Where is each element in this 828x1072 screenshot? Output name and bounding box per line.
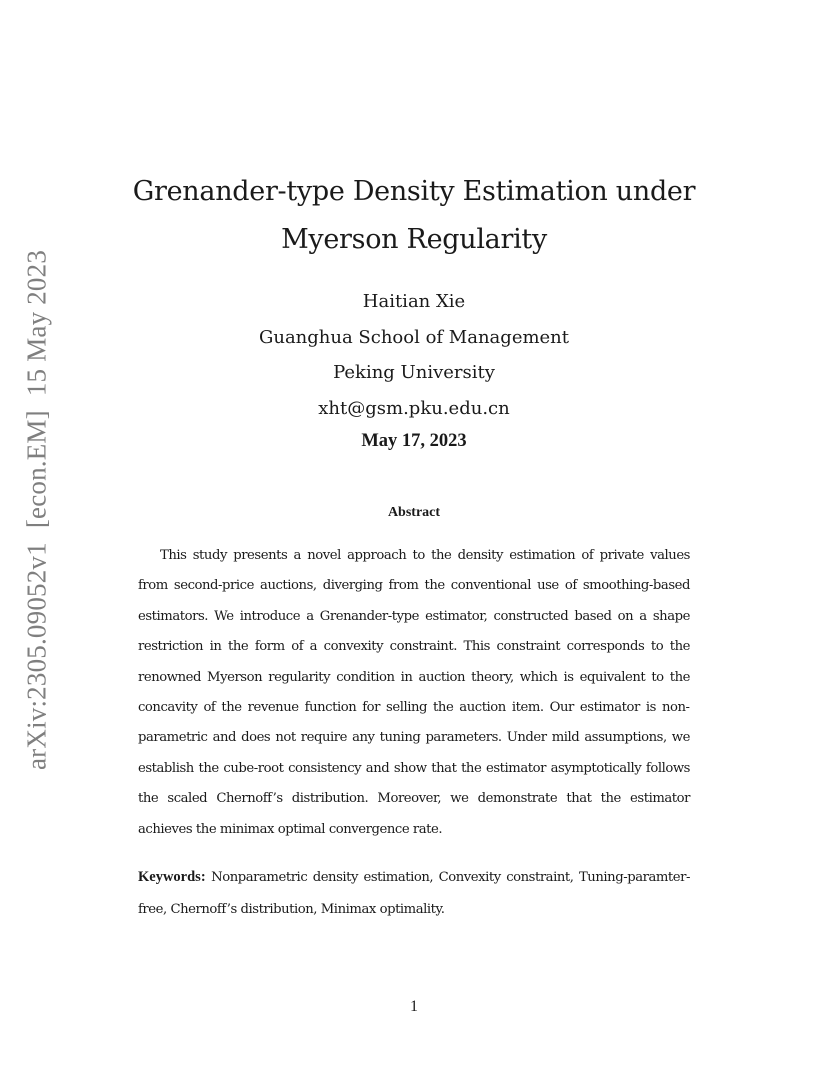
paper-title: [100, 168, 728, 264]
author-block: [100, 284, 728, 426]
author-affiliation-university: Peking University: [333, 362, 495, 383]
arxiv-watermark: [21, 249, 53, 777]
arxiv-id: arXiv:2305.09052v1: [21, 542, 52, 770]
title-line-1: Grenander-type Density Estimation under: [132, 176, 696, 207]
arxiv-date: 15 May 2023: [21, 249, 52, 397]
title-line-2: Myerson Regularity: [281, 224, 547, 255]
paper-date: May 17, 2023: [361, 431, 467, 451]
keywords-text: Nonparametric density estimation, Convexity constraint, Tuning-paramter-free, Chernoff’s distribution, Minimax optimality.: [138, 870, 690, 917]
author-email: xht@gsm.pku.edu.cn: [318, 397, 510, 419]
keywords-label: Keywords:: [138, 869, 206, 885]
author-name: Haitian Xie: [362, 291, 466, 312]
abstract-body: This study presents a novel approach to the density estimation of private values from second-price auctions, diverging from the conventional use of smoothing-based estimators. We introduce a Grenander-type estimator, constructed based on a shape restriction in the form of a convexity constraint. This constraint corresponds to the renowned Myerson regularity condition in auction theory, which is equivalent to the concavity of the revenue function for selling the auction item. Our estimator is nonparametric and does not require any tuning parameters. Under mild assumptions, we establish the cube-root consistency and show that the estimator asymptotically follows the scaled Chernoff’s distribution. Moreover, we demonstrate that the estimator achieves the minimax optimal convergence rate.: [138, 548, 690, 837]
arxiv-category: [econ.EM]: [21, 410, 52, 529]
abstract-heading: Abstract: [387, 505, 441, 520]
keywords-block: [138, 861, 690, 926]
page-number: 1: [410, 998, 418, 1015]
author-affiliation-school: Guanghua School of Management: [258, 326, 570, 348]
